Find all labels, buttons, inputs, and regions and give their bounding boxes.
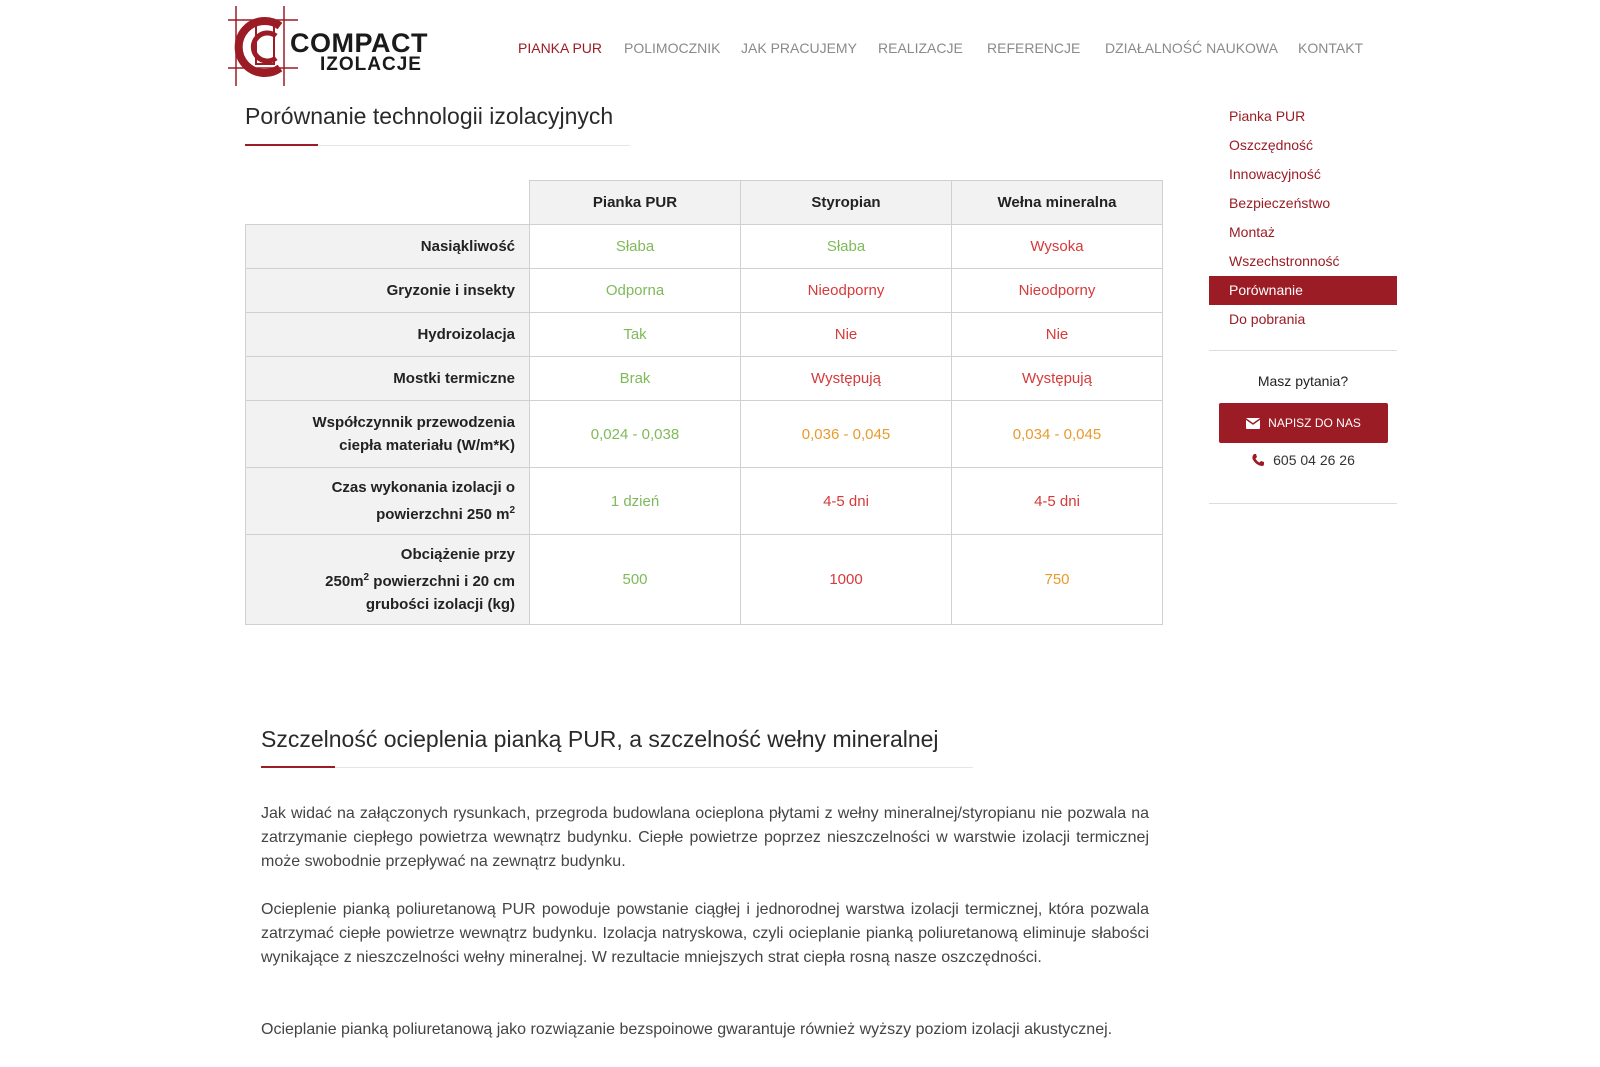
nav-item-pianka-pur[interactable]: PIANKA PUR [518,40,603,56]
sidebar-item-oszczednosc[interactable]: Oszczędność [1229,137,1314,153]
sidebar-item-montaz[interactable]: Montaż [1229,224,1275,240]
superscript: 2 [509,505,515,516]
sidebar-divider [1209,350,1397,351]
phone-number: 605 04 26 26 [1273,452,1355,468]
table-cell: 750 [952,535,1163,625]
row-label [246,401,530,468]
sidebar-divider [1209,503,1397,504]
table-cell: Wysoka [952,225,1163,269]
table-row [246,468,1163,535]
row-label-line: powierzchni i 20 cm [369,573,515,590]
logo-name-line1: COMPACT [290,28,428,58]
table-corner [246,181,530,225]
row-label-line: 250m [325,573,364,590]
article-title: Szczelność ocieplenia pianką PUR, a szczelność wełny mineralnej [261,726,939,752]
write-to-us-button[interactable] [1219,403,1388,443]
sidebar-menu [1209,102,1397,334]
comparison-title: Porównanie technologii izolacyjnych [245,103,614,129]
table-cell: Słaba [741,225,952,269]
article-paragraph: Ocieplanie pianką poliuretanową jako rozwiązanie bezspoinowe gwarantuje również wyższy poziom izolacji akustycznej. [261,1021,1113,1038]
table-cell: Nie [952,313,1163,357]
article-title-divider [261,767,973,768]
nav-item-kontakt[interactable]: KONTAKT [1298,40,1364,56]
contact-question: Masz pytania? [1257,373,1349,389]
nav-item-realizacje[interactable]: REALIZACJE [878,40,963,56]
table-cell: 0,034 - 0,045 [952,401,1163,468]
superscript: 2 [363,572,370,583]
table-cell: Słaba [530,225,741,269]
table-cell: Nie [741,313,952,357]
phone-icon [1251,453,1265,467]
sidebar-item-do-pobrania[interactable]: Do pobrania [1229,311,1306,327]
title-accent [245,144,318,146]
row-label-line: Czas wykonania izolacji o [331,479,515,496]
sidebar-item-bezpieczenstwo[interactable]: Bezpieczeństwo [1229,195,1331,211]
table-cell: Nieodporny [952,269,1163,313]
table-cell: Nieodporny [741,269,952,313]
table-cell: Tak [530,313,741,357]
row-label-line: ciepła materiału (W/m*K) [339,437,515,454]
column-header: Pianka PUR [530,181,741,225]
row-label [246,535,530,625]
sidebar-item-porownanie[interactable]: Porównanie [1209,276,1397,305]
table-cell: Występują [952,357,1163,401]
table-cell: 1 dzień [530,468,741,535]
row-label-line: Obciążenie przy [400,546,515,563]
table-cell: Brak [530,357,741,401]
main-nav [0,40,1600,60]
table-cell: 500 [530,535,741,625]
write-to-us-label: NAPISZ DO NAS [1268,416,1361,430]
column-header: Wełna mineralna [952,181,1163,225]
table-row [246,313,1163,357]
sidebar-item-pianka-pur[interactable]: Pianka PUR [1229,108,1306,124]
table-cell: 0,024 - 0,038 [530,401,741,468]
table-row [246,269,1163,313]
table-cell: 0,036 - 0,045 [741,401,952,468]
table-cell: 4-5 dni [741,468,952,535]
sidebar-item-innowacyjnosc[interactable]: Innowacyjność [1229,166,1321,182]
sidebar-item-wszechstronnosc[interactable]: Wszechstronność [1229,253,1340,269]
table-cell: Odporna [530,269,741,313]
logo-name-line2: IZOLACJE [320,54,422,75]
row-label: Nasiąkliwość [246,225,530,269]
table-row [246,357,1163,401]
row-label-line: powierzchni 250 m [376,506,510,523]
row-label-line: Współczynnik przewodzenia [312,414,515,431]
row-label-line: grubości izolacji (kg) [365,596,515,613]
row-label [246,468,530,535]
table-cell: Występują [741,357,952,401]
nav-item-polimocznik[interactable]: POLIMOCZNIK [624,40,721,56]
article-paragraph: Ocieplenie pianką poliuretanową PUR powoduje powstanie ciągłej i jednorodnej warstwa izolacji termicznej, która pozwala zatrzymać ciepłe powietrze wewnątrz budynku. Izolacja natryskowa, czyli ocieplanie pianką poliuretanową eliminuje słabości wynikające z nieszczelności wełny mineralnej. W rezultacie mniejszych strat ciepła rosną nasze oszczędności. [261,901,1149,966]
row-label: Hydroizolacja [246,313,530,357]
nav-item-jak-pracujemy[interactable]: JAK PRACUJEMY [741,40,857,56]
table-row [246,535,1163,625]
phone-contact[interactable] [1209,452,1397,468]
envelope-icon [1246,418,1260,429]
nav-item-referencje[interactable]: REFERENCJE [987,40,1081,56]
table-row [246,225,1163,269]
nav-item-dzialalnosc-naukowa[interactable]: DZIAŁALNOŚĆ NAUKOWA [1105,40,1278,56]
column-header: Styropian [741,181,952,225]
row-label: Gryzonie i insekty [246,269,530,313]
comparison-table [245,180,1163,625]
row-label: Mostki termiczne [246,357,530,401]
article-paragraph: Jak widać na załączonych rysunkach, przegroda budowlana ocieplona płytami z wełny mineralnej/styropianu nie pozwala na zatrzymanie ciepłego powietrza wewnątrz budynku. Ciepłe powietrze poprzez nieszczelności w warstwie izolacji termicznej może swobodnie przepływać na zewnątrz budynku. [261,805,1149,870]
table-cell: 4-5 dni [952,468,1163,535]
table-row [246,401,1163,468]
table-cell: 1000 [741,535,952,625]
article-title-accent [261,766,335,768]
